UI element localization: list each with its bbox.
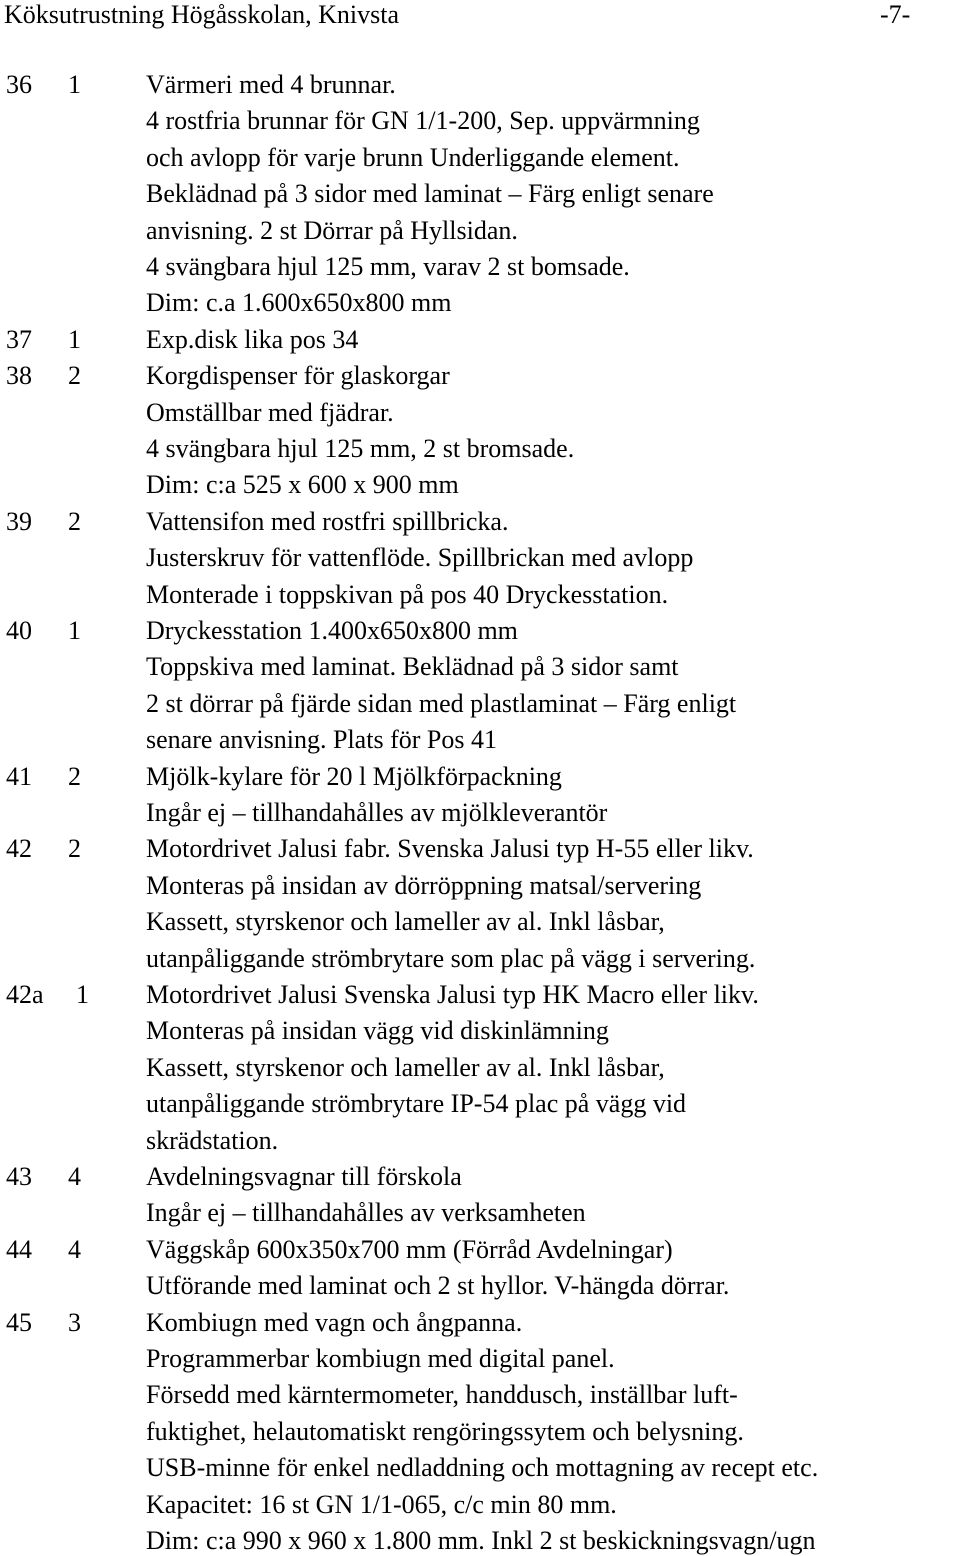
- description-text: Kombiugn med vagn och ångpanna.: [146, 1308, 523, 1337]
- description-text: Avdelningsvagnar till förskola: [146, 1162, 462, 1191]
- position-number: 41: [6, 762, 32, 791]
- description-text: Monteras på insidan av dörröppning matsal/servering: [146, 871, 702, 900]
- description-text: USB-minne för enkel nedladdning och mottagning av recept etc.: [146, 1453, 819, 1482]
- item-line: [0, 689, 960, 719]
- position-number: 37: [6, 325, 32, 354]
- description-text: 4 svängbara hjul 125 mm, varav 2 st bomsade.: [146, 252, 630, 281]
- item-line: [0, 252, 960, 282]
- description-text: Mjölk-kylare för 20 l Mjölkförpackning: [146, 762, 562, 791]
- quantity: 2: [68, 834, 81, 863]
- description-text: Motordrivet Jalusi fabr. Svenska Jalusi typ H-55 eller likv.: [146, 834, 754, 863]
- item-line: [0, 980, 960, 1010]
- description-text: Kapacitet: 16 st GN 1/1-065, c/c min 80 mm.: [146, 1490, 617, 1519]
- description-text: Utförande med laminat och 2 st hyllor. V-hängda dörrar.: [146, 1271, 730, 1300]
- description-text: Korgdispenser för glaskorgar: [146, 361, 450, 390]
- description-text: Omställbar med fjädrar.: [146, 398, 394, 427]
- item-line: [0, 288, 960, 318]
- item-line: [0, 834, 960, 864]
- item-line: [0, 1344, 960, 1374]
- position-number: 38: [6, 361, 32, 390]
- item-line: [0, 434, 960, 464]
- item-line: [0, 1453, 960, 1483]
- item-line: [0, 106, 960, 136]
- document-title: Köksutrustning Högåsskolan, Knivsta: [4, 0, 400, 29]
- description-text: Kassett, styrskenor och lameller av al. Inkl låsbar,: [146, 1053, 665, 1082]
- item-line: [0, 1053, 960, 1083]
- quantity: 2: [68, 762, 81, 791]
- quantity: 1: [68, 616, 81, 645]
- item-line: [0, 616, 960, 646]
- item-line: [0, 1198, 960, 1228]
- item-line: [0, 1417, 960, 1447]
- item-line: [0, 1271, 960, 1301]
- item-line: [0, 1126, 960, 1156]
- description-text: Väggskåp 600x350x700 mm (Förråd Avdelningar): [146, 1235, 673, 1264]
- page-number: -7-: [880, 0, 911, 29]
- description-text: Beklädnad på 3 sidor med laminat – Färg enligt senare: [146, 179, 714, 208]
- page-header: [0, 0, 960, 30]
- item-line: [0, 179, 960, 209]
- description-text: 2 st dörrar på fjärde sidan med plastlaminat – Färg enligt: [146, 689, 737, 718]
- position-number: 45: [6, 1308, 32, 1337]
- description-text: 4 svängbara hjul 125 mm, 2 st bromsade.: [146, 434, 575, 463]
- description-text: Toppskiva med laminat. Beklädnad på 3 sidor samt: [146, 652, 679, 681]
- quantity: 1: [68, 70, 81, 99]
- quantity: 3: [68, 1308, 81, 1337]
- item-line: [0, 543, 960, 573]
- description-text: skrädstation.: [146, 1126, 279, 1155]
- description-text: Kassett, styrskenor och lameller av al. Inkl låsbar,: [146, 907, 665, 936]
- item-line: [0, 507, 960, 537]
- description-text: utanpåliggande strömbrytare som plac på vägg i servering.: [146, 944, 756, 973]
- description-text: senare anvisning. Plats för Pos 41: [146, 725, 497, 754]
- item-line: [0, 216, 960, 246]
- position-number: 39: [6, 507, 32, 536]
- position-number: 36: [6, 70, 32, 99]
- item-line: [0, 725, 960, 755]
- item-line: [0, 762, 960, 792]
- description-text: Ingår ej – tillhandahålles av mjölkleverantör: [146, 798, 608, 827]
- quantity: 2: [68, 507, 81, 536]
- item-line: [0, 652, 960, 682]
- description-text: Dryckesstation 1.400x650x800 mm: [146, 616, 518, 645]
- item-line: [0, 1235, 960, 1265]
- description-text: utanpåliggande strömbrytare IP-54 plac på vägg vid: [146, 1089, 687, 1118]
- item-line: [0, 470, 960, 500]
- item-line: [0, 871, 960, 901]
- description-text: Värmeri med 4 brunnar.: [146, 70, 396, 99]
- item-line: [0, 1490, 960, 1520]
- item-line: [0, 143, 960, 173]
- description-text: 4 rostfria brunnar för GN 1/1-200, Sep. uppvärmning: [146, 106, 700, 135]
- description-text: Monterade i toppskivan på pos 40 Dryckesstation.: [146, 580, 669, 609]
- quantity: 1: [68, 325, 81, 354]
- item-line: [0, 1380, 960, 1410]
- description-text: fuktighet, helautomatiskt rengöringssytem och belysning.: [146, 1417, 744, 1446]
- item-line: [0, 361, 960, 391]
- position-number: 42a: [6, 980, 44, 1009]
- quantity: 2: [68, 361, 81, 390]
- position-number: 43: [6, 1162, 32, 1191]
- item-line: [0, 1308, 960, 1338]
- item-line: [0, 1016, 960, 1046]
- item-line: [0, 798, 960, 828]
- description-text: Monteras på insidan vägg vid diskinlämning: [146, 1016, 609, 1045]
- item-line: [0, 1526, 960, 1556]
- description-text: och avlopp för varje brunn Underliggande element.: [146, 143, 680, 172]
- description-text: anvisning. 2 st Dörrar på Hyllsidan.: [146, 216, 518, 245]
- item-line: [0, 325, 960, 355]
- position-number: 44: [6, 1235, 32, 1264]
- description-text: Ingår ej – tillhandahålles av verksamheten: [146, 1198, 586, 1227]
- quantity: 4: [68, 1235, 81, 1264]
- item-line: [0, 944, 960, 974]
- item-line: [0, 907, 960, 937]
- description-text: Dim: c:a 990 x 960 x 1.800 mm. Inkl 2 st beskickningsvagn/ugn: [146, 1526, 816, 1555]
- description-text: Exp.disk lika pos 34: [146, 325, 359, 354]
- quantity: 4: [68, 1162, 81, 1191]
- item-line: [0, 1162, 960, 1192]
- description-text: Motordrivet Jalusi Svenska Jalusi typ HK Macro eller likv.: [146, 980, 759, 1009]
- quantity: 1: [76, 980, 89, 1009]
- description-text: Dim: c.a 1.600x650x800 mm: [146, 288, 452, 317]
- position-number: 40: [6, 616, 32, 645]
- item-line: [0, 1089, 960, 1119]
- item-line: [0, 398, 960, 428]
- item-line: [0, 580, 960, 610]
- description-text: Försedd med kärntermometer, handdusch, inställbar luft-: [146, 1380, 738, 1409]
- position-number: 42: [6, 834, 32, 863]
- description-text: Vattensifon med rostfri spillbricka.: [146, 507, 509, 536]
- item-line: [0, 70, 960, 100]
- description-text: Dim: c:a 525 x 600 x 900 mm: [146, 470, 459, 499]
- description-text: Programmerbar kombiugn med digital panel.: [146, 1344, 615, 1373]
- description-text: Justerskruv för vattenflöde. Spillbrickan med avlopp: [146, 543, 694, 572]
